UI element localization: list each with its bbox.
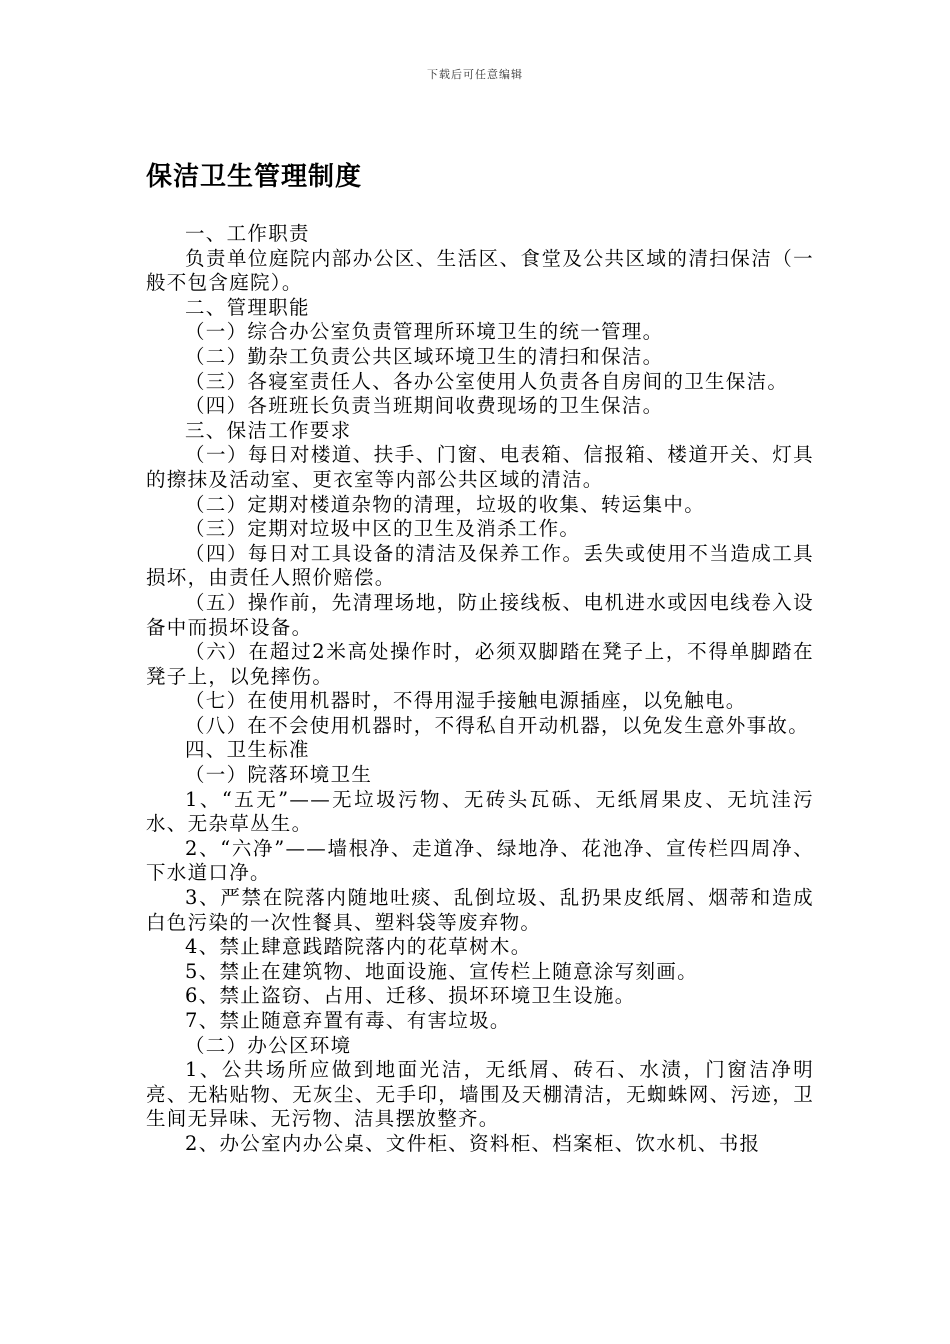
paragraph: （三）定期对垃圾中区的卫生及消杀工作。 xyxy=(185,517,581,541)
section-heading: 四、卫生标准 xyxy=(185,738,310,762)
paragraph: （八）在不会使用机器时，不得私自开动机器，以免发生意外事故。 xyxy=(185,713,810,737)
section-heading: 三、保洁工作要求 xyxy=(185,418,352,442)
paragraph: 7、禁止随意弃置有毒、有害垃圾。 xyxy=(185,1009,511,1032)
section-heading: 二、管理职能 xyxy=(185,295,310,319)
paragraph: （六）在超过2米高处操作时，必须双脚踏在凳子上，不得单脚踏在凳子上，以免摔伤。 xyxy=(146,640,814,688)
paragraph: 6、禁止盗窃、占用、迁移、损坏环境卫生设施。 xyxy=(185,984,636,1008)
paragraph: （一）每日对楼道、扶手、门窗、电表箱、信报箱、楼道开关、灯具的擦抹及活动室、更衣室等内部公共区域的清洁。 xyxy=(146,443,814,491)
subsection-heading: （二）办公区环境 xyxy=(185,1033,352,1057)
paragraph: （二）定期对楼道杂物的清理，垃圾的收集、转运集中。 xyxy=(185,492,706,516)
paragraph: （二）勤杂工负责公共区域环境卫生的清扫和保洁。 xyxy=(185,344,664,368)
paragraph: 4、禁止肆意践踏院落内的花草树木。 xyxy=(185,935,532,959)
section-heading: 一、工作职责 xyxy=(185,222,310,245)
paragraph: 1、公共场所应做到地面光洁，无纸屑、砖石、水渍，门窗洁净明亮、无粘贴物、无灰尘、无手印，墙围及天棚清洁，无蜘蛛网、污迹，卫生间无异味、无污物、洁具摆放整齐。 xyxy=(146,1058,814,1131)
paragraph: （七）在使用机器时，不得用湿手接触电源插座，以免触电。 xyxy=(185,689,747,713)
subsection-heading: （一）院落环境卫生 xyxy=(185,763,373,787)
paragraph: 3、严禁在院落内随地吐痰、乱倒垃圾、乱扔果皮纸屑、烟蒂和造成白色污染的一次性餐具、塑料袋等废弃物。 xyxy=(146,886,814,934)
paragraph: （一）综合办公室负责管理所环境卫生的统一管理。 xyxy=(185,320,664,344)
paragraph: （四）每日对工具设备的清洁及保养工作。丢失或使用不当造成工具损坏，由责任人照价赔偿。 xyxy=(146,541,814,590)
paragraph: （三）各寝室责任人、各办公室使用人负责各自房间的卫生保洁。 xyxy=(185,369,789,393)
paragraph: 1、“五无”——无垃圾污物、无砖头瓦砾、无纸屑果皮、无坑洼污水、无杂草丛生。 xyxy=(146,787,814,836)
paragraph: 5、禁止在建筑物、地面设施、宣传栏上随意涂写刻画。 xyxy=(185,959,698,983)
paragraph: （五）操作前，先清理场地，防止接线板、电机进水或因电线卷入设备中而损坏设备。 xyxy=(146,590,814,639)
paragraph: 2、办公室内办公桌、文件柜、资料柜、档案柜、饮水机、书报 xyxy=(185,1131,761,1155)
paragraph: 2、“六净”——墙根净、走道净、绿地净、花池净、宣传栏四周净、下水道口净。 xyxy=(146,836,814,885)
paragraph: 负责单位庭院内部办公区、生活区、食堂及公共区域的清扫保洁（一般不包含庭院）。 xyxy=(146,246,814,295)
document-body xyxy=(146,222,814,1157)
page-header-note: 下载后可任意编辑 xyxy=(427,68,523,81)
document-title: 保洁卫生管理制度 xyxy=(146,162,363,192)
paragraph: （四）各班班长负责当班期间收费现场的卫生保洁。 xyxy=(185,394,664,418)
